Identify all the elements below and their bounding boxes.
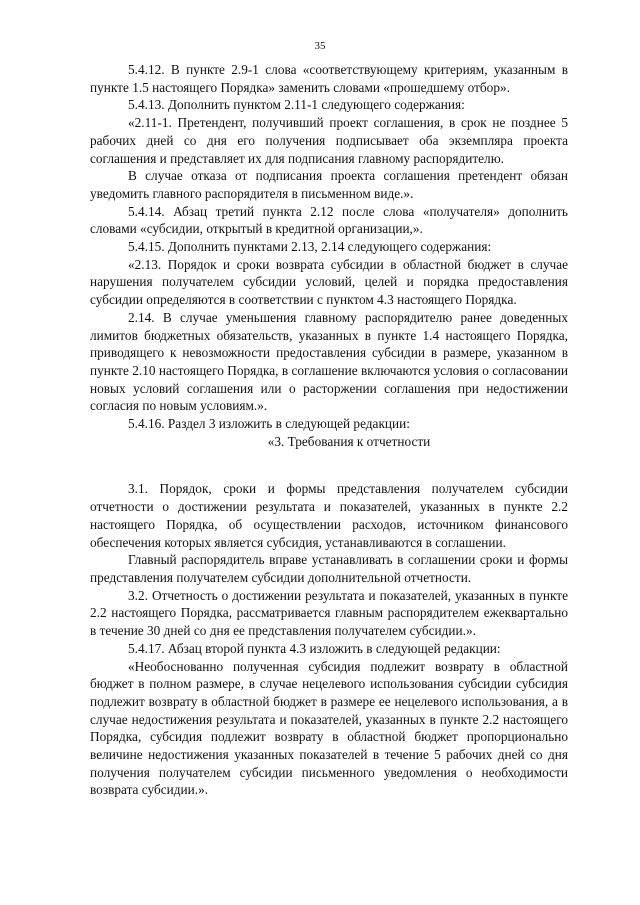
paragraph-3-2: 3.2. Отчетность о достижении результата и показателей, указанных в пункте 2.2 настоящего Порядка, рассматривается главным распорядителем ежеквартально в течение 30 дней со дня ее представления получателем субсидии.». (90, 587, 568, 639)
paragraph-2-13: «2.13. Порядок и сроки возврата субсидии в областной бюджет в случае нарушения получателем субсидии условий, целей и порядка предоставления субсидии определяются в соответствии с пунктом 4.3 настоящего Порядка. (90, 256, 568, 308)
paragraph-5-4-15: 5.4.15. Дополнить пунктами 2.13, 2.14 следующего содержания: (128, 239, 492, 255)
heading-spacer (90, 450, 568, 480)
paragraph-3-1: 3.1. Порядок, сроки и формы представления получателем субсидии отчетности о достижении результата и показателей, указанных в пункте 2.2 настоящего Порядка, об осуществлении расходов, источником финансового обеспечения которых является субсидия, устанавливаются в соглашении. (90, 481, 568, 550)
paragraph-additional-reporting: Главный распорядитель вправе устанавливать в соглашении сроки и формы представления получателем субсидии дополнительной отчетности. (90, 552, 568, 585)
section-heading: «3. Требования к отчетности (267, 433, 431, 449)
paragraph-5-4-12: 5.4.12. В пункте 2.9-1 слова «соответствующему критериям, указанным в пункте 1.5 настоящего Порядка» заменить словами «прошедшему отбор». (90, 62, 568, 95)
paragraph-refusal-notice: В случае отказа от подписания проекта соглашения претендент обязан уведомить главного распорядителя в письменном виде.». (90, 168, 568, 201)
paragraph-5-4-14: 5.4.14. Абзац третий пункта 2.12 после слова «получателя» дополнить словами «субсидии, открытый в кредитной организации,». (90, 203, 568, 237)
paragraph-5-4-17: 5.4.17. Абзац второй пункта 4.3 изложить в следующей редакции: (128, 640, 501, 656)
paragraph-2-14: 2.14. В случае уменьшения главному распорядителю ранее доведенных лимитов бюджетных обязательств, указанных в пункте 1.4 настоящего Порядка, приводящего к невозможности предоставления субсидии в размере, указанном в пункте 2.10 настоящего Порядка, в соглашение включаются условия о согласовании новых условий соглашения или о расторжении соглашения при недостижении согласия по новым условиям.». (90, 309, 568, 414)
paragraph-2-11-1: «2.11-1. Претендент, получивший проект соглашения, в срок не позднее 5 рабочих дней со дня его получения подписывает оба экземпляра проекта соглашения и представляет их для подписания главному распорядителю. (90, 115, 568, 166)
paragraph-5-4-16: 5.4.16. Раздел 3 изложить в следующей редакции: (128, 416, 410, 432)
paragraph-5-4-13: 5.4.13. Дополнить пунктом 2.11-1 следующего содержания: (128, 97, 465, 113)
document-body (90, 61, 568, 799)
page-number: 35 (314, 40, 326, 52)
paragraph-4-3-text: «Необоснованно полученная субсидия подлежит возврату в областной бюджет в полном размере, в случае нецелевого использования субсидии субсидия подлежит возврату в областной бюджет в размере ее нецелевого использования, а в случае недостижения результата и показателей, указанных в пункте 2.2 настоящего Порядка, субсидия подлежит возврату в областной бюджет пропорционально величине недостижения указанных показателей в течение 5 рабочих дней со дня получения получателем субсидии письменного уведомления о необходимости возврата субсидии.». (90, 658, 568, 798)
